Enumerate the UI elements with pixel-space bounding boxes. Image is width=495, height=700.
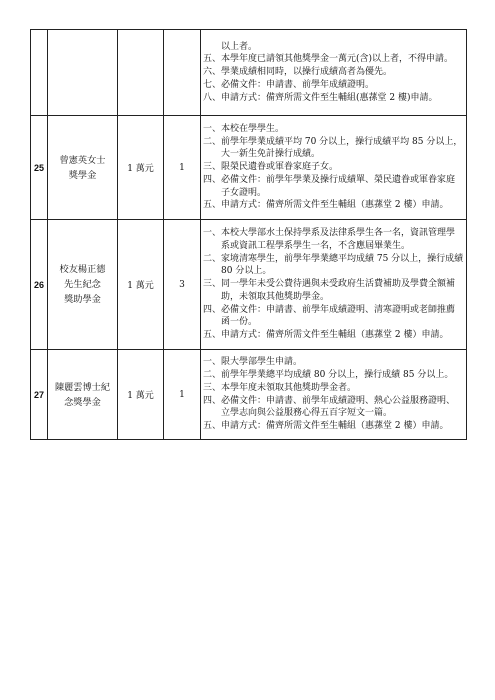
scholarship-number xyxy=(31,30,48,116)
scholarship-number: 27 xyxy=(31,350,48,440)
scholarship-number: 25 xyxy=(31,116,48,220)
requirement-line: 子女證明。 xyxy=(221,187,267,198)
requirement-line: 四、必備文件：申請書、前學年成績證明、清寒證明或老師推薦 xyxy=(203,304,456,315)
scholarship-table-body xyxy=(31,30,467,440)
scholarship-requirements xyxy=(201,116,467,220)
scholarship-requirements xyxy=(201,220,467,350)
requirement-line: 一、本校大學部水土保持學系及法律系學生各一名，資訊管理學 xyxy=(203,228,456,239)
scholarship-row xyxy=(31,30,467,116)
scholarship-name xyxy=(48,350,118,440)
requirement-line: 五、申請方式：備齊所需文件至生輔組（惠蓀堂 2 樓）申請。 xyxy=(203,420,449,431)
scholarship-name xyxy=(48,116,118,220)
requirement-line: 助，未領取其他獎助學金。 xyxy=(221,291,330,302)
scholarship-name-line: 陳麗雲博士紀 xyxy=(54,381,111,393)
scholarship-name xyxy=(48,30,118,116)
scholarship-quota: 1 xyxy=(164,116,201,220)
requirement-line: 六、學業成績相同時，以操行成績高者為優先。 xyxy=(203,67,393,78)
requirement-line: 大一新生免計操行成績。 xyxy=(221,149,321,160)
requirement-line: 七、必備文件：申請書、前學年成績證明。 xyxy=(203,79,375,90)
requirement-line: 三、限榮民遺眷或軍眷家庭子女。 xyxy=(203,162,339,173)
requirement-line: 以上者。 xyxy=(221,41,258,52)
scholarship-number: 26 xyxy=(31,220,48,350)
requirement-line: 五、申請方式：備齊所需文件至生輔組（惠蓀堂 2 樓）申請。 xyxy=(203,200,449,211)
scholarship-name-line: 獎學金 xyxy=(68,169,97,181)
scholarship-quota: 1 xyxy=(164,350,201,440)
requirement-line: 三、本學年度未領取其他獎助學金者。 xyxy=(203,382,357,393)
scholarship-row xyxy=(31,220,467,350)
scholarship-name-line: 曾憲英女士 xyxy=(59,154,106,166)
requirement-line: 二、家境清寒學生，前學年學業總平均成績 75 分以上，操行成績 xyxy=(203,253,464,264)
requirement-line: 三、同一學年未受公費待遇與未受政府生活費補助及學費全額補 xyxy=(203,279,456,290)
requirement-line: 系或資訊工程學系學生一名，不含應屆畢業生。 xyxy=(221,241,411,252)
scholarship-name-line: 先生紀念 xyxy=(64,279,101,290)
requirement-line: 立學志向與公益服務心得五百字短文一篇。 xyxy=(221,408,393,419)
scholarship-quota xyxy=(164,30,201,116)
scholarship-name-line: 念獎學金 xyxy=(64,396,101,408)
requirement-line: 一、限大學部學生申請。 xyxy=(203,357,303,368)
requirement-line: 二、前學年學業總平均成績 80 分以上，操行成績 85 分以上。 xyxy=(203,370,454,381)
scholarship-row xyxy=(31,350,467,440)
requirement-line: 四、必備文件：前學年學業及操行成績單、榮民遺眷或軍眷家庭 xyxy=(203,174,456,185)
requirement-line: 函一份。 xyxy=(221,317,258,328)
scholarship-name-line: 校友楊正德 xyxy=(59,264,106,275)
scholarship-amount: 1 萬元 xyxy=(118,116,164,220)
scholarship-name-line: 獎助學金 xyxy=(64,294,101,305)
requirement-line: 80 分以上。 xyxy=(221,266,272,277)
requirement-line: 一、本校在學學生。 xyxy=(203,124,285,135)
requirement-line: 二、前學年學業成績平均 70 分以上，操行成績平均 85 分以上， xyxy=(203,136,463,147)
scholarship-quota: 3 xyxy=(164,220,201,350)
requirement-line: 五、本學年度已請領其他獎學金一萬元(含)以上者，不得申請。 xyxy=(203,54,454,65)
scholarship-name xyxy=(48,220,118,350)
scholarship-table xyxy=(30,29,467,440)
scholarship-amount: 1 萬元 xyxy=(118,350,164,440)
scholarship-requirements xyxy=(201,350,467,440)
requirement-line: 五、申請方式：備齊所需文件至生輔組（惠蓀堂 2 樓）申請。 xyxy=(203,329,449,340)
scholarship-requirements xyxy=(201,30,467,116)
scholarship-row xyxy=(31,116,467,220)
requirement-line: 八、申請方式：備齊所需文件至生輔組(惠蓀堂 2 樓)申請。 xyxy=(203,92,438,103)
scholarship-amount: 1 萬元 xyxy=(118,220,164,350)
requirement-line: 四、必備文件：申請書、前學年成績證明、熱心公益服務證明、 xyxy=(203,395,456,406)
scholarship-amount xyxy=(118,30,164,116)
